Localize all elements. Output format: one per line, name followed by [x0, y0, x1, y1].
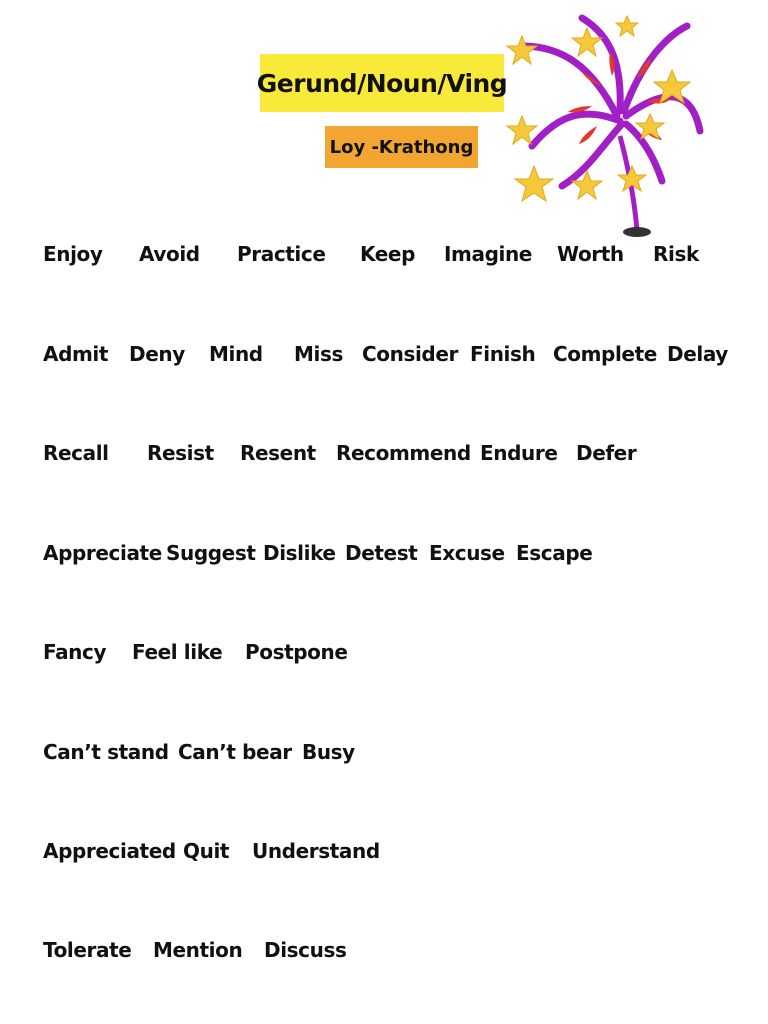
- word-escape: Escape: [516, 541, 593, 565]
- word-postpone: Postpone: [245, 640, 348, 664]
- word-mind: Mind: [209, 342, 263, 366]
- word-avoid: Avoid: [139, 242, 200, 266]
- word-imagine: Imagine: [444, 242, 532, 266]
- word-appreciate: Appreciate: [43, 541, 162, 565]
- word-row-1: [0, 242, 768, 272]
- word-busy: Busy: [302, 740, 355, 764]
- word-suggest: Suggest: [166, 541, 256, 565]
- word-enjoy: Enjoy: [43, 242, 103, 266]
- word-quit: Quit: [183, 839, 230, 863]
- word-endure: Endure: [480, 441, 558, 465]
- word-recall: Recall: [43, 441, 109, 465]
- word-row-7: [0, 839, 768, 869]
- word-row-4: [0, 541, 768, 571]
- word-discuss: Discuss: [264, 938, 347, 962]
- word-risk: Risk: [653, 242, 699, 266]
- word-cant-bear: Can’t bear: [178, 740, 292, 764]
- word-tolerate: Tolerate: [43, 938, 132, 962]
- word-cant-stand: Can’t stand: [43, 740, 169, 764]
- page-title: Gerund/Noun/Ving: [260, 54, 504, 112]
- word-understand: Understand: [252, 839, 380, 863]
- word-defer: Defer: [576, 441, 637, 465]
- word-miss: Miss: [294, 342, 343, 366]
- word-deny: Deny: [129, 342, 185, 366]
- word-dislike: Dislike: [263, 541, 336, 565]
- word-feel-like: Feel like: [132, 640, 223, 664]
- word-excuse: Excuse: [429, 541, 505, 565]
- word-row-6: [0, 740, 768, 770]
- word-delay: Delay: [667, 342, 728, 366]
- word-detest: Detest: [345, 541, 418, 565]
- word-worth: Worth: [557, 242, 624, 266]
- word-appreciated: Appreciated: [43, 839, 176, 863]
- page-subtitle: Loy -Krathong: [325, 126, 478, 168]
- word-complete: Complete: [553, 342, 657, 366]
- word-mention: Mention: [153, 938, 243, 962]
- word-resist: Resist: [147, 441, 214, 465]
- word-finish: Finish: [470, 342, 536, 366]
- word-row-2: [0, 342, 768, 372]
- fireworks-icon: [502, 6, 712, 242]
- word-row-3: [0, 441, 768, 471]
- word-consider: Consider: [362, 342, 458, 366]
- word-practice: Practice: [237, 242, 326, 266]
- word-row-8: [0, 938, 768, 968]
- word-keep: Keep: [360, 242, 415, 266]
- word-recommend: Recommend: [336, 441, 471, 465]
- word-admit: Admit: [43, 342, 109, 366]
- word-fancy: Fancy: [43, 640, 107, 664]
- word-resent: Resent: [240, 441, 316, 465]
- word-row-5: [0, 640, 768, 670]
